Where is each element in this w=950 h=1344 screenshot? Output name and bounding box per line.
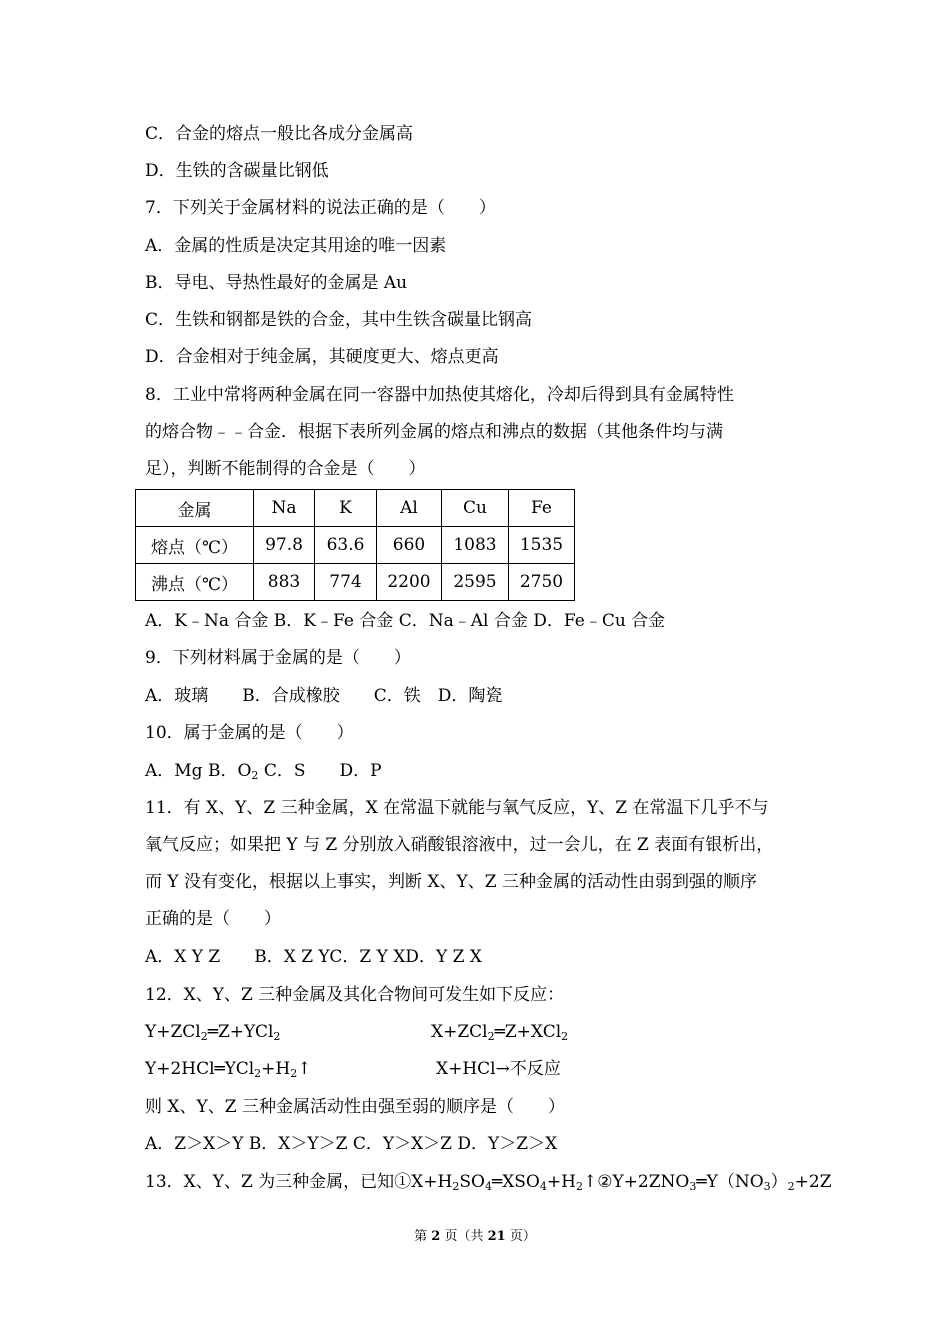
table-cell: 1535 — [509, 527, 575, 564]
q7-option-b: B．导电、导热性最好的金属是 Au — [145, 273, 408, 293]
table-header-cell: Al — [377, 490, 442, 527]
q7-option-d: D．合金相对于纯金属，其硬度更大、熔点更高 — [145, 347, 499, 367]
table-cell: 883 — [254, 564, 315, 601]
table-cell: 2595 — [442, 564, 509, 601]
table-header-cell: K — [315, 490, 377, 527]
q10-stem: 10．属于金属的是（ ） — [145, 723, 354, 743]
metal-data-table — [135, 489, 575, 601]
q8-options: A．K﹣Na 合金 B．K﹣Fe 合金 C．Na﹣Al 合金 D．Fe﹣Cu 合金 — [145, 611, 666, 631]
table-cell: 2200 — [377, 564, 442, 601]
q10-options — [145, 760, 382, 782]
q9-options: A．玻璃 B．合成橡胶 C．铁 D．陶瓷 — [145, 686, 503, 706]
q12-reaction-2: X+ZCl$_2$═Z+XCl$_2$ — [431, 1022, 569, 1043]
q11-stem-line-1: 11．有 X、Y、Z 三种金属，X 在常温下就能与氧气反应，Y、Z 在常温下几乎不与 — [145, 798, 769, 818]
q8-stem-line-2: 的熔合物﹣﹣合金．根据下表所列金属的熔点和沸点的数据（其他条件均与满 — [145, 422, 723, 442]
table-cell: 774 — [315, 564, 377, 601]
q12-reaction-4: X+HCl→不反应 — [436, 1059, 561, 1079]
table-cell: 660 — [377, 527, 442, 564]
table-cell: 2750 — [509, 564, 575, 601]
table-cell: 63.6 — [315, 527, 377, 564]
table-cell: 1083 — [442, 527, 509, 564]
q8-stem-line-3: 足），判断不能制得的合金是（ ） — [145, 459, 426, 479]
q11-stem-line-4: 正确的是（ ） — [145, 909, 281, 929]
q12-reaction-1: Y+ZCl$_2$═Z+YCl$_2$ — [145, 1022, 281, 1043]
q7-option-c: C．生铁和钢都是铁的合金，其中生铁含碳量比钢高 — [145, 310, 533, 330]
q10-option-b: B．$O_2$ — [207, 761, 259, 782]
q12-reaction-3: $Y+2HCl═YCl_2+H_2↑$ — [145, 1059, 312, 1080]
q6-option-c: C．合金的熔点一般比各成分金属高 — [145, 124, 414, 144]
q9-stem: 9．下列材料属于金属的是（ ） — [145, 648, 411, 668]
q11-stem-line-2: 氧气反应；如果把 Y 与 Z 分别放入硝酸银溶液中，过一会儿，在 Z 表面有银析出， — [145, 835, 774, 855]
table-cell: 沸点（℃） — [136, 564, 254, 601]
q13-stem: 13．X、Y、Z 为三种金属，已知$①X+H_2SO_4═XSO_4+H_2↑②Y+2ZNO_3═Y(NO_3)_2+2Z$ — [145, 1172, 832, 1193]
page-footer: 第 2 页（共 21 页） — [414, 1229, 536, 1244]
q12-question: 则 X、Y、Z 三种金属活动性由强至弱的顺序是（ ） — [145, 1097, 565, 1117]
table-header-cell: 金属 — [136, 490, 254, 527]
q7-option-a: A．金属的性质是决定其用途的唯一因素 — [145, 236, 447, 256]
q12-options: A．Z＞X＞Y B．X＞Y＞Z C．Y＞X＞Z D．Y＞Z＞X — [145, 1134, 558, 1154]
table-cell: 熔点（℃） — [136, 527, 254, 564]
q10-option-a: A．Mg — [145, 761, 203, 781]
page-number: 2 — [431, 1229, 441, 1244]
q10-option-rest: C．S D．P — [263, 761, 382, 781]
q11-stem-line-3: 而 Y 没有变化，根据以上事实，判断 X、Y、Z 三种金属的活动性由弱到强的顺序 — [145, 872, 757, 892]
q6-option-d: D．生铁的含碳量比钢低 — [145, 161, 329, 181]
table-row — [136, 527, 575, 564]
q7-stem: 7．下列关于金属材料的说法正确的是（ ） — [145, 198, 496, 218]
table-header-cell: Cu — [442, 490, 509, 527]
table-cell: 97.8 — [254, 527, 315, 564]
q8-stem-line-1: 8．工业中常将两种金属在同一容器中加热使其熔化，冷却后得到具有金属特性 — [145, 385, 734, 405]
table-row — [136, 564, 575, 601]
table-header-cell: Fe — [509, 490, 575, 527]
q12-stem: 12．X、Y、Z 三种金属及其化合物间可发生如下反应： — [145, 985, 565, 1005]
page-total: 21 — [487, 1229, 506, 1244]
table-header-row — [136, 490, 575, 527]
q11-options: A．X Y Z B．X Z YC．Z Y XD．Y Z X — [145, 947, 482, 967]
table-header-cell: Na — [254, 490, 315, 527]
